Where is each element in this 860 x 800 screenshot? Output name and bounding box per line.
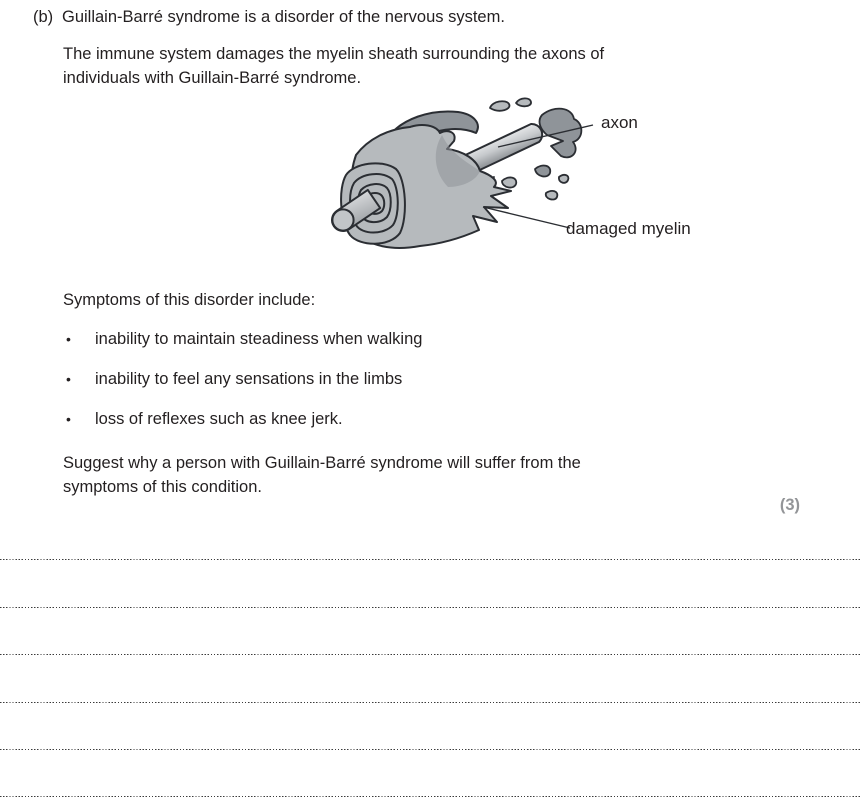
bullet-icon: • bbox=[66, 371, 71, 387]
bullet-icon: • bbox=[66, 331, 71, 347]
answer-line bbox=[0, 795, 860, 797]
answer-line bbox=[0, 701, 860, 703]
intro-paragraph bbox=[63, 43, 604, 90]
axon-stub-end-cap bbox=[332, 209, 353, 230]
damaged-myelin-label: damaged myelin bbox=[566, 219, 691, 238]
damaged-myelin-leader-line bbox=[483, 207, 570, 228]
answer-line bbox=[0, 606, 860, 608]
question-prompt bbox=[63, 452, 581, 499]
symptoms-heading: Symptoms of this disorder include: bbox=[63, 291, 316, 309]
nerve-figure bbox=[330, 95, 730, 267]
paragraph-line: individuals with Guillain-Barré syndrome. bbox=[63, 68, 362, 87]
symptom-text: loss of reflexes such as knee jerk. bbox=[95, 410, 343, 428]
list-item bbox=[66, 409, 343, 429]
answer-line bbox=[0, 653, 860, 655]
axon-label: axon bbox=[601, 113, 638, 132]
prompt-line: Suggest why a person with Guillain-Barré syndrome will suffer from the bbox=[63, 454, 581, 472]
marks-badge: (3) bbox=[779, 496, 800, 514]
list-item bbox=[66, 329, 422, 349]
question-part-row bbox=[33, 6, 505, 29]
list-item bbox=[66, 369, 402, 389]
nerve-diagram bbox=[330, 95, 730, 267]
paragraph-line: The immune system damages the myelin sheath surrounding the axons of bbox=[63, 45, 605, 63]
bullet-icon: • bbox=[66, 411, 71, 427]
answer-line bbox=[0, 558, 860, 560]
part-intro-text: Guillain-Barré syndrome is a disorder of the nervous system. bbox=[62, 8, 505, 26]
symptom-text: inability to maintain steadiness when walking bbox=[95, 330, 423, 348]
part-label: (b) bbox=[33, 8, 54, 26]
symptom-text: inability to feel any sensations in the limbs bbox=[95, 370, 403, 388]
answer-line bbox=[0, 748, 860, 750]
prompt-line: symptoms of this condition. bbox=[63, 477, 262, 496]
